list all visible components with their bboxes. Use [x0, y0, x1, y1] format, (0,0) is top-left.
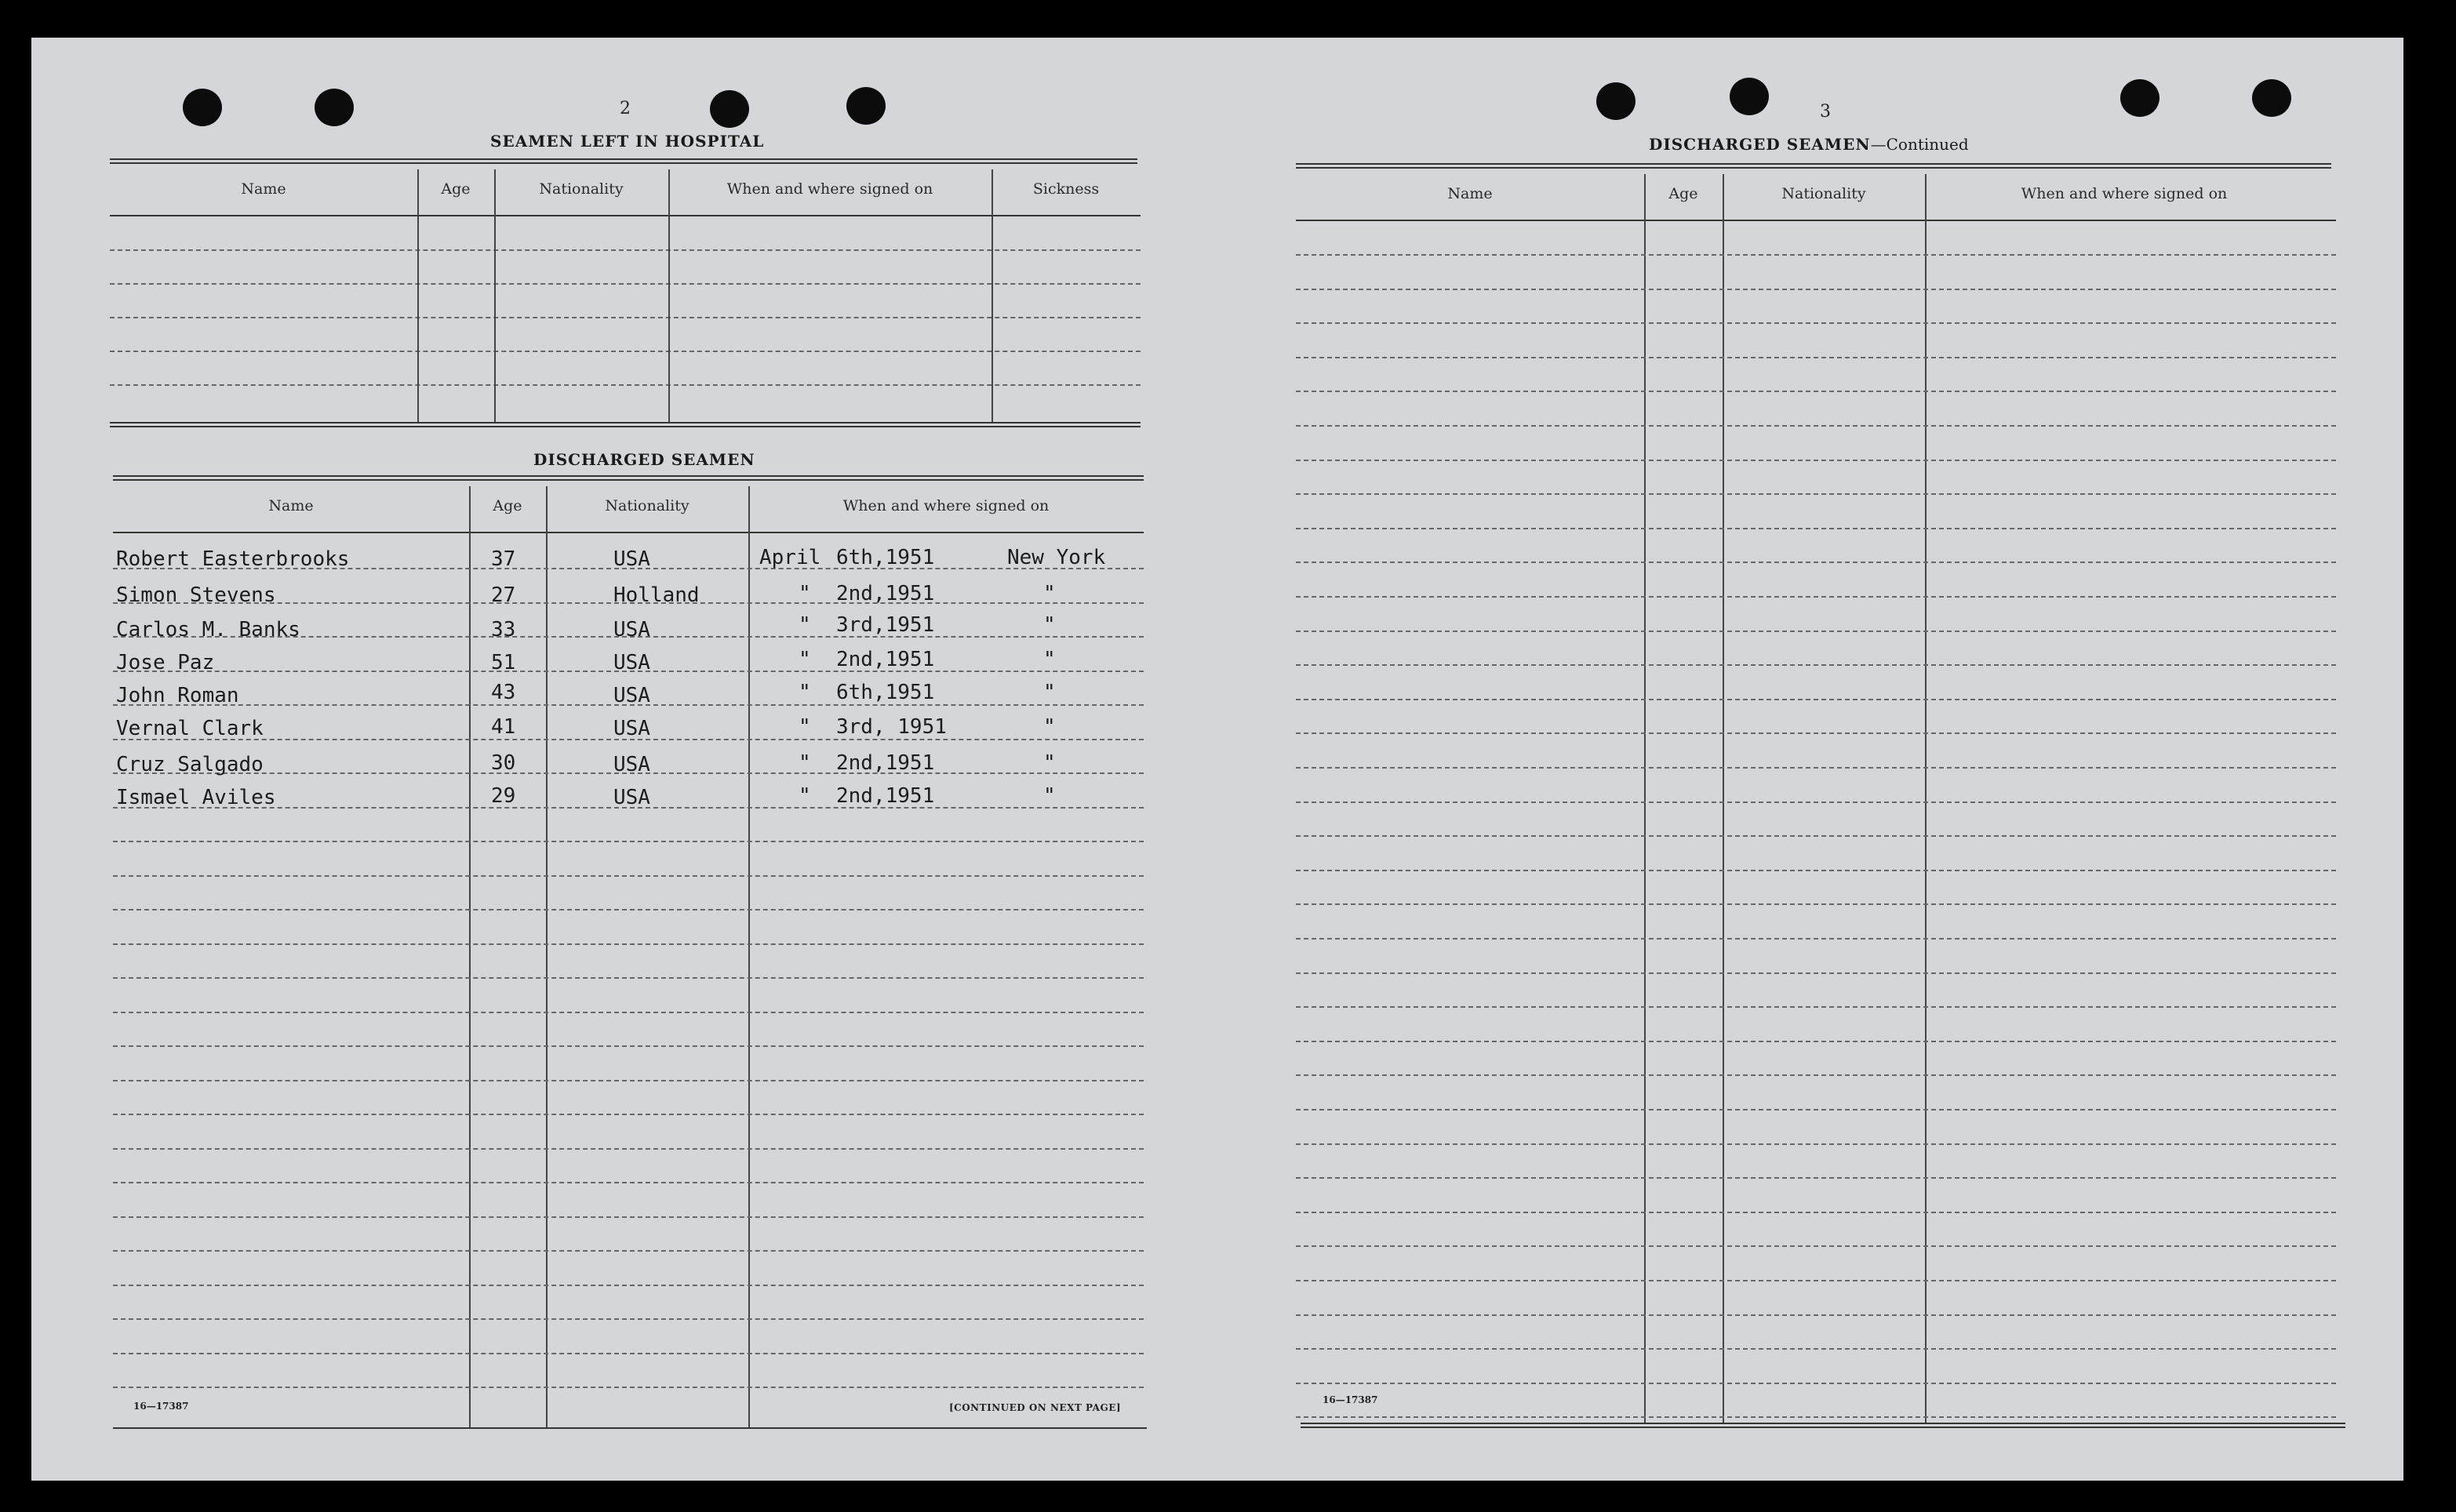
ruled-line — [1296, 596, 2336, 598]
discharged-header-nationality: Nationality — [605, 497, 689, 514]
signed-on-place: " — [1043, 715, 1056, 739]
ruled-line — [1296, 699, 2336, 700]
ruled-line — [113, 875, 1144, 877]
discharged-header-age: Age — [493, 497, 522, 514]
ruled-line — [113, 1114, 1144, 1115]
ruled-line — [1296, 801, 2336, 803]
ruled-line — [1296, 528, 2336, 529]
seaman-name: Carlos M. Banks — [116, 618, 300, 642]
left-form-code: 16—17387 — [133, 1401, 189, 1412]
signed-on-place: " — [1043, 751, 1056, 775]
hospital-col-divider — [991, 169, 993, 422]
ruled-line — [1296, 835, 2336, 837]
seaman-name: Jose Paz — [116, 651, 215, 674]
right-form-code: 16—17387 — [1323, 1394, 1378, 1405]
right-header-name: Name — [1447, 185, 1493, 202]
ruled-line — [1296, 767, 2336, 769]
punch-hole — [183, 89, 222, 126]
signed-on-place: " — [1043, 784, 1056, 808]
signed-on-date: 2nd,1951 — [836, 648, 935, 671]
ruled-line — [113, 1318, 1144, 1320]
ruled-line — [1296, 1177, 2336, 1179]
hospital-row-line — [110, 249, 1141, 251]
ruled-line — [113, 1353, 1144, 1354]
right-title-suffix: —Continued — [1870, 135, 1969, 154]
hospital-col-divider — [417, 169, 419, 422]
ruled-line — [113, 1148, 1144, 1150]
hospital-header-age: Age — [441, 180, 471, 198]
punch-hole — [2120, 79, 2159, 117]
ruled-line — [1296, 1074, 2336, 1076]
ruled-line — [113, 1285, 1144, 1286]
ruled-line — [1296, 1041, 2336, 1042]
right-header-rule — [1296, 220, 2336, 221]
signed-on-date: 2nd,1951 — [836, 784, 935, 808]
seaman-age: 33 — [491, 618, 516, 642]
hospital-col-divider — [668, 169, 670, 422]
ruled-line — [1296, 732, 2336, 734]
punch-hole — [2252, 79, 2291, 117]
signed-on-place: " — [1043, 681, 1056, 704]
hospital-header-signed-on: When and where signed on — [726, 180, 933, 198]
ruled-line — [1296, 1006, 2336, 1008]
hospital-top-rule — [110, 158, 1137, 164]
signed-on-place: " — [1043, 648, 1056, 671]
seaman-name: Ismael Aviles — [116, 786, 276, 809]
ruled-line — [1296, 391, 2336, 392]
discharged-col-divider — [469, 486, 471, 1427]
ruled-line — [113, 1216, 1144, 1218]
ruled-line — [1296, 289, 2336, 290]
ruled-line — [113, 1250, 1144, 1252]
ruled-line — [1296, 254, 2336, 256]
punch-hole — [846, 87, 886, 125]
seaman-name: Vernal Clark — [116, 717, 264, 740]
punch-hole — [1596, 82, 1636, 120]
ruled-line — [1296, 425, 2336, 427]
ruled-line — [113, 1045, 1144, 1047]
ruled-line — [113, 1012, 1144, 1013]
ruled-line — [113, 1387, 1144, 1388]
signed-on-date: 6th,1951 — [836, 681, 935, 704]
hospital-header-rule — [110, 215, 1141, 216]
signed-on-month: " — [799, 681, 811, 704]
discharged-header-name: Name — [268, 497, 314, 514]
right-header-signed-on: When and where signed on — [2021, 185, 2228, 202]
right-col-divider — [1644, 174, 1646, 1424]
discharged-section-title: DISCHARGED SEAMEN — [533, 450, 755, 469]
punch-hole — [1730, 78, 1769, 115]
right-page-number: 3 — [1820, 102, 1831, 122]
ruled-line — [1296, 1280, 2336, 1281]
signed-on-date: 2nd,1951 — [836, 582, 935, 605]
discharged-header-rule — [113, 532, 1144, 533]
ruled-line — [113, 909, 1144, 910]
signed-on-month: " — [799, 715, 811, 739]
seaman-nationality: USA — [613, 786, 650, 809]
discharged-col-divider — [748, 486, 750, 1427]
hospital-row-line — [110, 384, 1141, 386]
ruled-line — [1296, 903, 2336, 905]
ruled-line — [1296, 1109, 2336, 1110]
discharged-bottom-rule — [113, 1427, 1147, 1429]
seaman-age: 27 — [491, 583, 516, 607]
signed-on-place: New York — [1007, 546, 1106, 569]
right-header-age: Age — [1668, 185, 1698, 202]
seaman-nationality: USA — [613, 717, 650, 740]
ruled-line — [1296, 664, 2336, 666]
right-col-divider — [1723, 174, 1724, 1424]
signed-on-place: " — [1043, 613, 1056, 637]
right-bottom-rule — [1301, 1423, 2345, 1428]
ruled-line — [1296, 357, 2336, 358]
seaman-age: 37 — [491, 547, 516, 571]
hospital-header-sickness: Sickness — [1032, 180, 1100, 198]
punch-hole — [315, 89, 354, 126]
ruled-line — [1296, 1314, 2336, 1316]
hospital-col-divider — [494, 169, 496, 422]
ruled-line — [1296, 322, 2336, 324]
hospital-bottom-rule — [110, 422, 1141, 427]
signed-on-place: " — [1043, 582, 1056, 605]
ruled-line — [113, 841, 1144, 842]
signed-on-month: " — [799, 582, 811, 605]
seaman-age: 51 — [491, 651, 516, 674]
signed-on-month: " — [799, 784, 811, 808]
continued-note: [CONTINUED ON NEXT PAGE] — [949, 1402, 1122, 1413]
ruled-line — [1296, 972, 2336, 974]
hospital-section-title: SEAMEN LEFT IN HOSPITAL — [490, 132, 765, 151]
seaman-age: 29 — [491, 784, 516, 808]
seaman-name: Cruz Salgado — [116, 753, 264, 776]
right-header-nationality: Nationality — [1781, 185, 1866, 202]
seaman-age: 43 — [491, 681, 516, 704]
ruled-line — [1296, 1245, 2336, 1247]
seaman-age: 30 — [491, 751, 516, 775]
seaman-nationality: USA — [613, 684, 650, 707]
hospital-row-line — [110, 283, 1141, 285]
signed-on-month: " — [799, 648, 811, 671]
discharged-col-divider — [546, 486, 548, 1427]
right-title-main: DISCHARGED SEAMEN — [1649, 135, 1871, 154]
punch-hole — [710, 90, 749, 128]
seaman-name: Simon Stevens — [116, 583, 276, 607]
right-top-rule — [1296, 163, 2331, 169]
ruled-line — [1296, 1416, 2336, 1418]
hospital-header-nationality: Nationality — [539, 180, 624, 198]
signed-on-date: 3rd,1951 — [836, 613, 935, 637]
signed-on-date: 3rd, 1951 — [836, 715, 947, 739]
ruled-line — [1296, 1212, 2336, 1213]
ruled-line — [1296, 631, 2336, 632]
document-sheet — [31, 38, 2403, 1481]
ruled-line — [113, 977, 1144, 979]
ruled-line — [113, 1080, 1144, 1081]
seaman-nationality: Holland — [613, 583, 700, 607]
seaman-age: 41 — [491, 715, 516, 739]
signed-on-date: 6th,1951 — [836, 546, 935, 569]
ruled-line — [1296, 938, 2336, 940]
seaman-nationality: USA — [613, 547, 650, 571]
ruled-line — [113, 1182, 1144, 1183]
ruled-line — [1296, 1383, 2336, 1384]
discharged-top-rule — [113, 475, 1144, 481]
hospital-row-line — [110, 351, 1141, 352]
hospital-header-name: Name — [241, 180, 286, 198]
seaman-name: John Roman — [116, 684, 239, 707]
ruled-line — [1296, 1143, 2336, 1145]
left-page-number: 2 — [620, 99, 631, 118]
signed-on-month: " — [799, 751, 811, 775]
discharged-header-signed-on: When and where signed on — [842, 497, 1050, 514]
seaman-nationality: USA — [613, 651, 650, 674]
ruled-line — [1296, 562, 2336, 563]
hospital-row-line — [110, 317, 1141, 318]
ruled-line — [1296, 460, 2336, 461]
ruled-line — [1296, 493, 2336, 495]
ruled-line — [1296, 1348, 2336, 1350]
right-section-title — [1649, 135, 1969, 154]
ruled-line — [1296, 870, 2336, 871]
seaman-nationality: USA — [613, 753, 650, 776]
right-col-divider — [1925, 174, 1927, 1424]
ruled-line — [113, 943, 1144, 945]
signed-on-month: April — [759, 546, 821, 569]
signed-on-date: 2nd,1951 — [836, 751, 935, 775]
signed-on-month: " — [799, 613, 811, 637]
seaman-name: Robert Easterbrooks — [116, 547, 350, 571]
seaman-nationality: USA — [613, 618, 650, 642]
